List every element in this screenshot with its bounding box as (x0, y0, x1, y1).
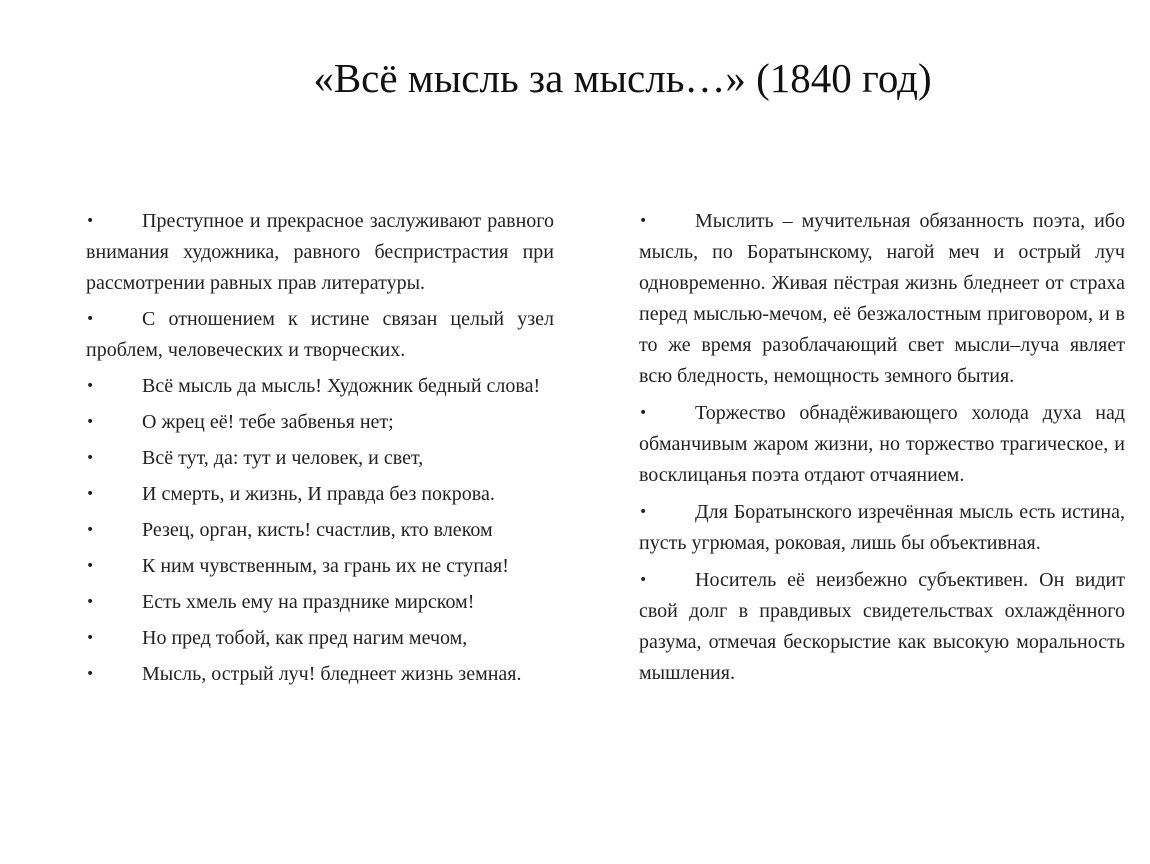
item-text: Но пред тобой, как пред нагим мечом, (142, 627, 468, 649)
right-list-item (639, 398, 1125, 491)
left-list-item (86, 659, 554, 690)
item-text: О жрец её! тебе забвенья нет; (142, 411, 394, 433)
bullet-icon: • (639, 572, 648, 588)
left-column-list (86, 206, 554, 695)
item-text: Мысль, острый луч! бледнеет жизнь земная. (142, 663, 522, 685)
bullet-icon: • (639, 405, 648, 421)
left-list-item (86, 479, 554, 510)
bullet-icon: • (86, 558, 95, 574)
left-list-item (86, 407, 554, 438)
bullet-icon: • (86, 594, 95, 610)
item-text: И смерть, и жизнь, И правда без покрова. (142, 483, 495, 505)
item-text: С отношением к истине связан целый узел проблем, человеческих и творческих. (86, 308, 554, 361)
left-list-item (86, 587, 554, 618)
left-list-item (86, 443, 554, 474)
bullet-icon: • (86, 378, 95, 394)
bullet-icon: • (86, 414, 95, 430)
bullet-icon: • (86, 522, 95, 538)
left-list-item (86, 515, 554, 546)
bullet-icon: • (86, 630, 95, 646)
left-list-item (86, 206, 554, 299)
left-list-item (86, 623, 554, 654)
right-list-item (639, 497, 1125, 559)
item-text: Есть хмель ему на празднике мирском! (142, 591, 475, 613)
bullet-icon: • (86, 450, 95, 466)
right-list-item (639, 206, 1125, 392)
item-text: Для Боратынского изречённая мысль есть истина, пусть угрюмая, роковая, лишь бы объективная. (639, 501, 1125, 554)
item-text: Мыслить – мучительная обязанность поэта, ибо мысль, по Боратынскому, нагой меч и острый луч одновременно. Живая пёстрая жизнь бледнеет от страха перед мыслью-мечом, её безжалостным приговором, и в то же время разоблачающий свет мысли–луча являет всю бледность, немощность земного бытия. (639, 210, 1125, 387)
bullet-icon: • (639, 504, 648, 520)
item-text: Преступное и прекрасное заслуживают равного внимания художника, равного беспристрастия при рассмотрении равных прав литературы. (86, 210, 554, 294)
bullet-icon: • (86, 486, 95, 502)
right-list-item (639, 565, 1125, 689)
bullet-icon: • (86, 213, 95, 229)
left-list-item (86, 551, 554, 582)
item-text: К ним чувственным, за грань их не ступая! (142, 555, 509, 577)
right-column-list (639, 206, 1125, 695)
item-text: Носитель её неизбежно субъективен. Он видит свой долг в правдивых свидетельствах охлаждённого разума, отмечая бескорыстие как высокую моральность мышления. (639, 569, 1125, 684)
slide-title: «Всё мысль за мысль…» (1840 год) (313, 55, 932, 101)
left-list-item (86, 304, 554, 366)
left-list-item (86, 371, 554, 402)
bullet-icon: • (86, 311, 95, 327)
item-text: Торжество обнадёживающего холода духа над обманчивым жаром жизни, но торжество трагическое, и восклицанья поэта отдают отчаянием. (639, 402, 1125, 486)
bullet-icon: • (86, 666, 95, 682)
bullet-icon: • (639, 213, 648, 229)
item-text: Всё тут, да: тут и человек, и свет, (142, 447, 424, 469)
item-text: Всё мысль да мысль! Художник бедный слова! (142, 375, 541, 397)
item-text: Резец, орган, кисть! счастлив, кто влеком (142, 519, 493, 541)
